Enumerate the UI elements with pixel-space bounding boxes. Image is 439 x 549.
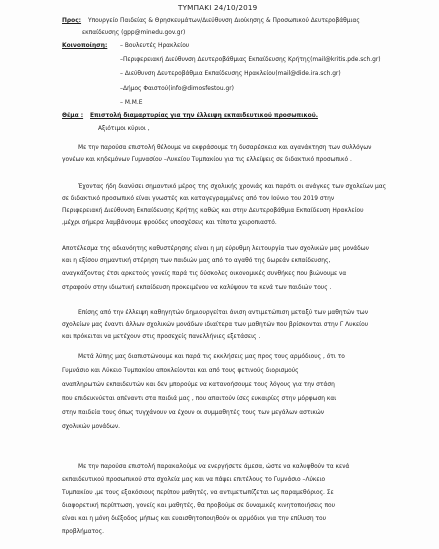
paragraph-6-line: διαφορετική περίπτωση, γονείς και μαθητές, θα προβούμε σε δυναμικές κινητοποιήσεις που bbox=[62, 503, 336, 509]
paragraph-1-line: γονέων και κηδεμόνων Γυμνασίου –Λυκείου Τυμπακίου για τις ελλείψεις σε διδακτικό προσωπικό . bbox=[62, 157, 352, 163]
cc-item: –Περιφερειακή Διεύθυνση Δευτεροβάθμιας Εκπαίδευσης Κρήτης(mail@kritis.pde.sch.gr) bbox=[120, 57, 381, 63]
paragraph-4-line: Επίσης από την έλλειψη καθηγητών δημιουργείται άνιση αντιμετώπιση μεταξύ των μαθητών των bbox=[78, 310, 369, 316]
recipient-label: Προς: bbox=[62, 18, 82, 24]
cc-item: – Διεύθυνση Δευτεροβάθμια Εκπαίδευσης Ηρακλείου(mail@dide.ira.sch.gr) bbox=[120, 71, 341, 77]
letter-date: ΤΥΜΠΑΚΙ 24/10/2019 bbox=[178, 3, 258, 12]
paragraph-2-line: Περιφερειακή Διεύθυνση Εκπαίδευσης Κρήτης καθώς και στην Δευτεροβάθμια Εκπαίδευση Ηρακλείου bbox=[62, 208, 364, 214]
paragraph-3-line: Αποτέλεσμα της αδιανόητης καθυστέρησης είναι η μη εύρυθμη λειτουργία των σχολικών μας μονάδων bbox=[62, 246, 369, 252]
paragraph-5-line: Μετά λύπης μας διαπιστώνουμε και παρά τις εκκλήσεις μας προς τους αρμόδιους , ότι το bbox=[78, 354, 345, 360]
paragraph-6-line: προβλήματος. bbox=[62, 529, 104, 535]
paragraph-5-line: σχολικών μονάδων. bbox=[62, 424, 121, 430]
paragraph-5-line: Γυμνάσιο και Λύκειο Τυμπακίου αποκλείονται και από τους φετινούς διορισμούς bbox=[62, 368, 299, 374]
cc-item: –Δήμος Φαιστού(info@dimosfestou.gr) bbox=[120, 86, 234, 92]
recipient-line-1: Υπουργείο Παιδείας & Θρησκευμάτων/Διεύθυνση Διοίκησης & Προσωπικού Δευτεροβάθμιας bbox=[88, 18, 360, 24]
subject-label: Θέμα : bbox=[62, 113, 84, 119]
paragraph-2-line: ,μέχρι σήμερα λαμβάνουμε φρούδες υποσχέσεις και τίποτα χειροπιαστό. bbox=[62, 220, 277, 226]
paragraph-5-line: αναπληρωτών εκπαιδευτών και δεν μπορούμε να κατανοήσουμε τους λόγους για την στάση bbox=[62, 382, 335, 388]
salutation: Αξιότιμοι κύριοι , bbox=[98, 126, 150, 132]
cc-label: Κοινοποίηση: bbox=[62, 43, 108, 49]
paragraph-3-line: αναγκάζοντας έτσι αρκετούς γονείς παρά τις δύσκολες οικονομικές συνθήκες που βιώνουμε να bbox=[62, 271, 347, 277]
paragraph-3-line: και η εξίσου σημαντική στέρηση των παιδιών μας από το αγαθό της δωρεάν εκπαίδευσης, bbox=[62, 258, 331, 264]
subject-text: Επιστολή διαμαρτυρίας για την έλλειψη εκπαιδευτικού προσωπικού. bbox=[90, 113, 318, 119]
cc-item: – Βουλευτές Ηρακλείου bbox=[120, 43, 190, 49]
paragraph-3-line: στραφούν στην ιδιωτική εκπαίδευση προκειμένου να καλύψουν τα κενά των παιδιών τους . bbox=[62, 285, 332, 291]
paragraph-2-line: Έχοντας ήδη διανύσει σημαντικό μέρος της σχολικής χρονιάς και παρότι οι ανάγκες των σχολείων μας bbox=[78, 184, 387, 190]
recipient-line-2: εκπαίδευσης (gpp@minedu.gov.gr) bbox=[82, 30, 186, 36]
paragraph-6-line: εκπαιδευτικού προσωπικού στα σχολεία μας και να πάψει επιτέλους το Γυμνάσιο –Λύκειο bbox=[62, 477, 326, 483]
cc-item: – Μ.Μ.Ε bbox=[120, 100, 143, 106]
paragraph-1-line: Με την παρούσα επιστολή θέλουμε να εκφράσουμε τη δυσαρέσκεια και αγανάκτηση των συλλόγων bbox=[78, 145, 372, 151]
paragraph-6-line: Με την παρούσα επιστολή παρακαλούμε να ενεργήσετε άμεσα, ώστε να καλυφθούν τα κενά bbox=[78, 464, 350, 470]
paragraph-2-line: σε διδακτικό προσωπικό είναι γνωστές και καταγεγραμμένες από τον Ιούνιο του 2019 στην bbox=[62, 196, 335, 202]
paragraph-6-line: είναι και η μόνη διέξοδος μήπως και ευαισθητοποιηθούν οι αρμόδιοι για την επίλυση του bbox=[62, 516, 327, 522]
paragraph-6-line: Τυμπακίου ,με τους εξακόσιους περίπου μαθητές, να αντιμετωπίζεται ως παραμεθόριος. Σε bbox=[62, 490, 334, 496]
paragraph-5-line: στην παιδεία τους όπως τυγχάνουν να έχουν οι συμμαθητές τους των μεγάλων αστικών bbox=[62, 410, 325, 416]
paragraph-4-line: σχολείων μας έναντι άλλων σχολικών μονάδων ιδιαίτερα των μαθητών που βρίσκονται στην Γ Λυκείου bbox=[62, 322, 369, 328]
paragraph-5-line: που επιδεικνύεται απέναντι στα παιδιά μας , που απαιτούν ίσες ευκαιρίες στην μόρφωση και bbox=[62, 396, 337, 402]
paragraph-4-line: και πρόκειται να μετέχουν στις προσεχείς πανελλήνιες εξετάσεις . bbox=[62, 334, 261, 340]
